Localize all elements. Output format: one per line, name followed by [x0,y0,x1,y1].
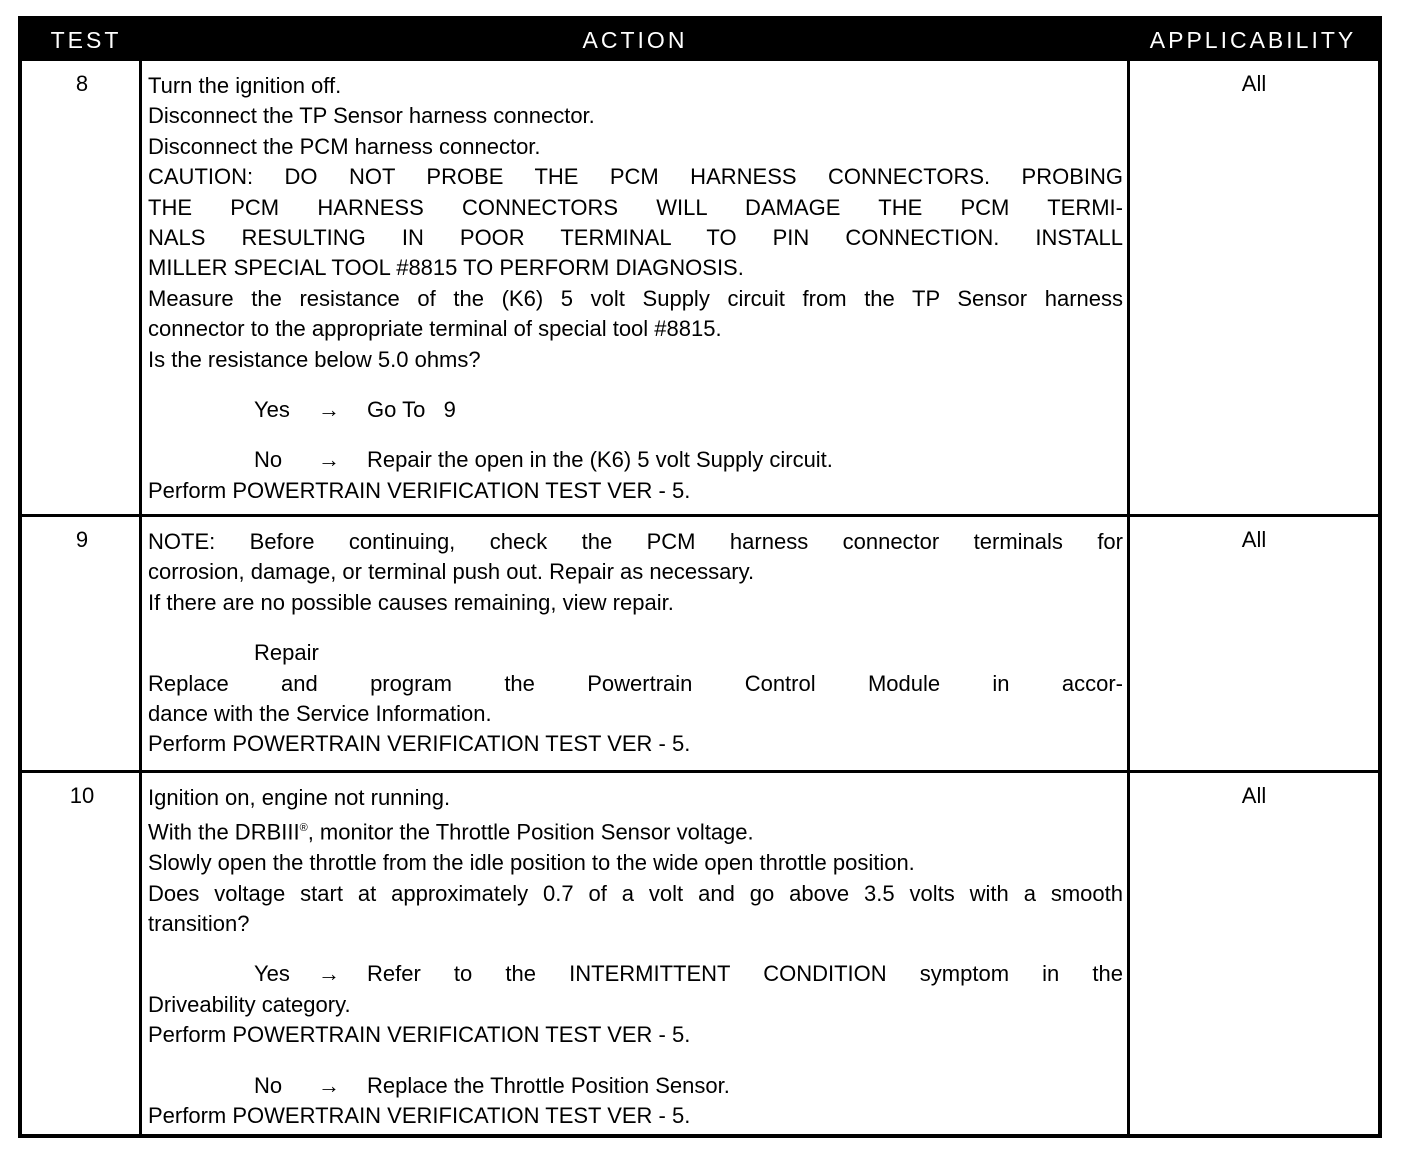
test-number: 9 [75,527,89,552]
no-option [148,1071,1123,1101]
no-target: Perform POWERTRAIN VERIFICATION TEST VER - 5. [148,477,691,503]
yes-label: Yes [254,961,290,987]
yes-target: Go To 9 [367,397,456,423]
action-line: Disconnect the PCM harness connector. [148,133,541,159]
test-number: 8 [75,71,89,96]
no-target: Repair the open in the (K6) 5 volt Supply circuit. [367,447,833,473]
caution-line: NALS RESULTING IN POOR TERMINAL TO PIN CONNECTION. INSTALL [148,225,1123,251]
yes-target: Refer to the INTERMITTENT CONDITION symptom in the [367,961,1123,987]
note-line: corrosion, damage, or terminal push out. Repair as necessary. [148,559,755,585]
applicability-cell: All [1241,783,1267,808]
question-line: Does voltage start at approximately 0.7 of a volt and go above 3.5 volts with a smooth [148,880,1123,906]
repair-line: Replace and program the Powertrain Control Module in accor- [148,670,1123,696]
test-number: 10 [69,783,95,808]
yes-option [148,959,1123,989]
applicability-cell: All [1241,71,1267,96]
action-line: Ignition on, engine not running. [148,785,451,810]
repair-label: Repair [254,640,319,666]
yes-option [148,395,1123,425]
no-option [148,445,1123,475]
caution-line: CAUTION: DO NOT PROBE THE PCM HARNESS CONNECTORS. PROBING [148,164,1123,190]
arrow-right-icon: → [318,447,340,473]
question-line: transition? [148,910,250,936]
table-header [22,20,1378,61]
repair-line: Perform POWERTRAIN VERIFICATION TEST VER - 5. [148,731,691,757]
action-line: Slowly open the throttle from the idle position to the wide open throttle position. [148,850,915,876]
header-applicability: APPLICABILITY [1149,27,1357,53]
arrow-right-icon: → [318,961,340,987]
arrow-right-icon: → [318,397,340,423]
caution-line: THE PCM HARNESS CONNECTORS WILL DAMAGE THE PCM TERMI- [148,194,1123,220]
no-label: No [254,447,283,473]
question-line: Is the resistance below 5.0 ohms? [148,346,481,372]
action-cell [148,783,1123,1131]
header-action: ACTION [582,27,688,53]
action-text: With the DRBIII [148,819,300,845]
note-line: NOTE: Before continuing, check the PCM harness connector terminals for [148,529,1123,554]
repair-option [148,638,1123,668]
no-target: Perform POWERTRAIN VERIFICATION TEST VER - 5. [148,1102,691,1128]
registered-mark: ® [299,822,308,835]
action-line: If there are no possible causes remaining, view repair. [148,589,674,615]
yes-target: Driveability category. [148,991,351,1017]
action-line: connector to the appropriate terminal of special tool #8815. [148,316,722,342]
caution-line: MILLER SPECIAL TOOL #8815 TO PERFORM DIAGNOSIS. [148,255,744,281]
applicability-cell: All [1241,527,1267,552]
action-line [148,813,1123,848]
no-target: Replace the Throttle Position Sensor. [367,1072,730,1098]
diagnostic-table [18,16,1382,1138]
table-row-test-9 [22,517,1378,770]
yes-label: Yes [254,397,290,423]
action-line: Turn the ignition off. [148,73,342,98]
yes-target: Perform POWERTRAIN VERIFICATION TEST VER - 5. [148,1022,691,1048]
action-cell [148,527,1123,760]
action-line: Disconnect the TP Sensor harness connector. [148,103,595,129]
table-row-test-10 [22,773,1378,1138]
header-test: TEST [50,27,122,53]
action-text: , monitor the Throttle Position Sensor voltage. [307,819,754,845]
repair-line: dance with the Service Information. [148,701,492,727]
action-cell [148,71,1123,506]
no-label: No [254,1072,283,1098]
action-line: Measure the resistance of the (K6) 5 volt Supply circuit from the TP Sensor harness [148,285,1123,311]
arrow-right-icon: → [318,1072,340,1098]
table-row-test-8 [22,61,1378,514]
